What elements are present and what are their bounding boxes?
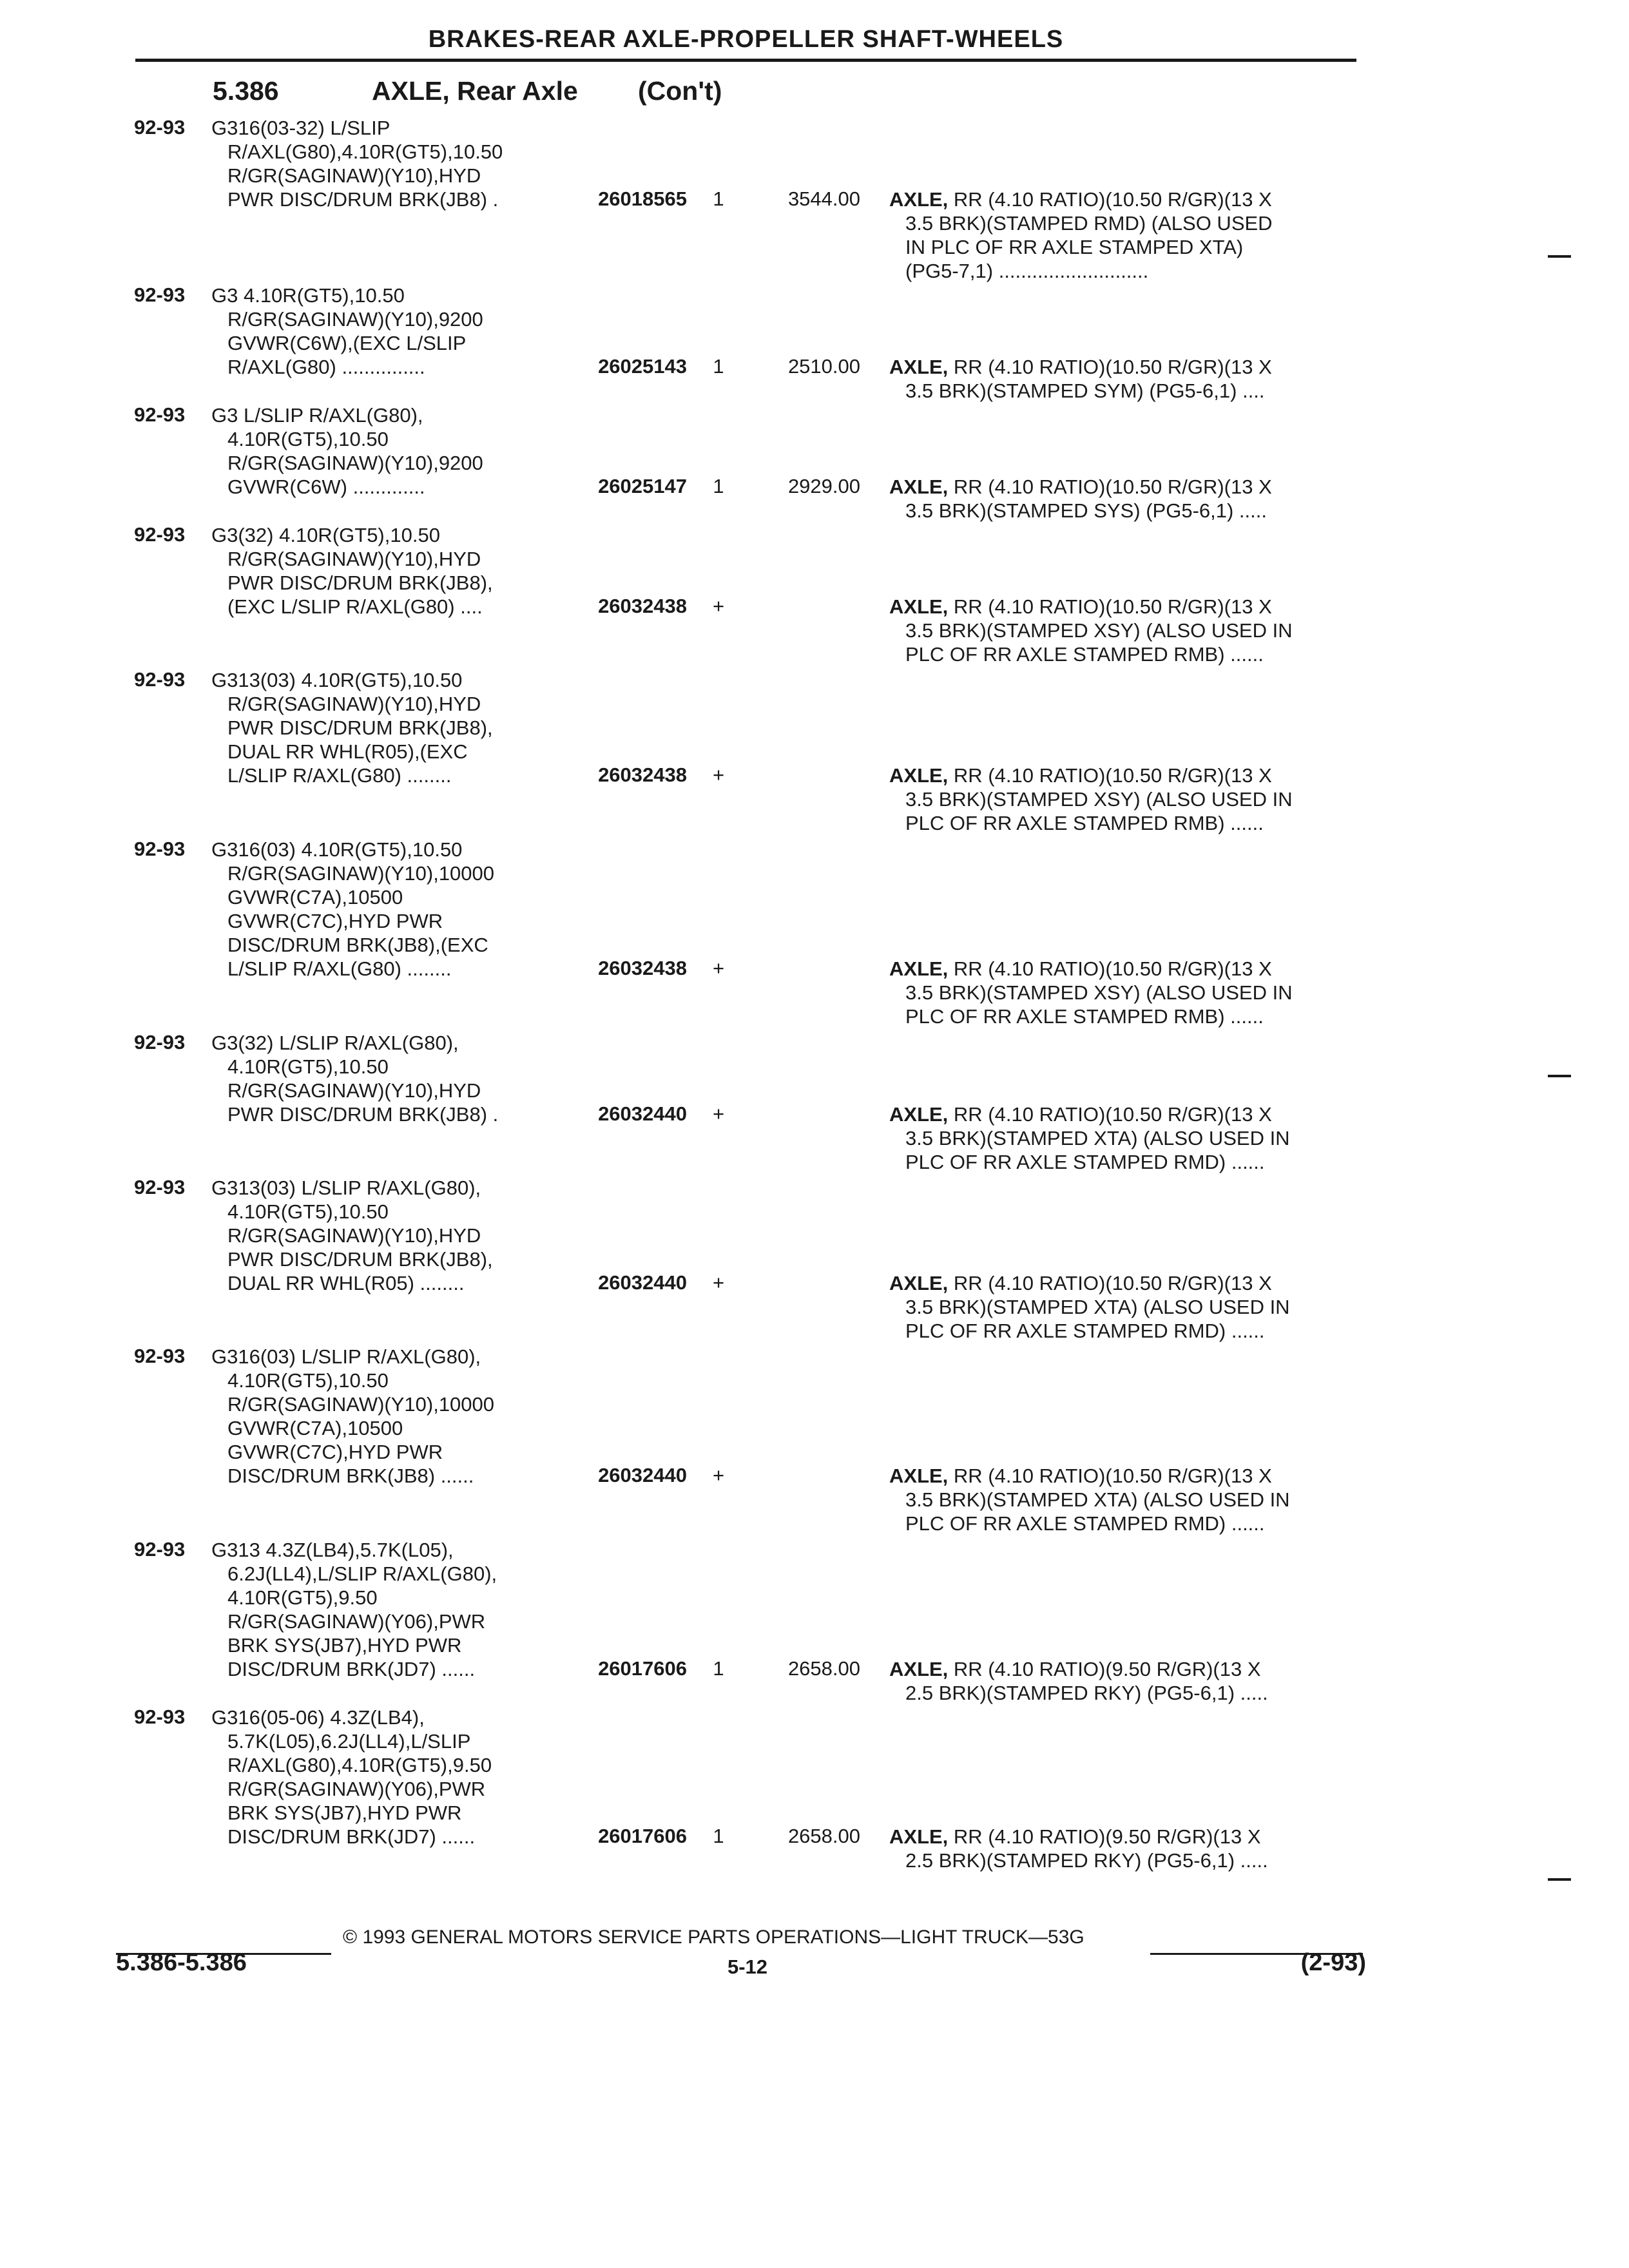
part-description-line: 3.5 BRK)(STAMPED RMD) (ALSO USED [905,212,1273,235]
description-line: R/GR(SAGINAW)(Y10),9200 [227,308,483,331]
part-name: AXLE, [889,1272,949,1294]
description-line: GVWR(C6W) ............. [227,476,425,498]
model-years: 92-93 [134,1706,186,1728]
part-name: AXLE, [889,764,949,787]
part-number: 26032438 [598,595,687,617]
part-description-line [889,1271,1360,1295]
part-description [889,764,1360,835]
part-spec: RR (4.10 RATIO)(10.50 R/GR)(13 X [953,1272,1272,1294]
price: 2658.00 [787,1657,860,1680]
footer-section-range: 5.386-5.386 [116,1949,247,1976]
part-spec: RR (4.10 RATIO)(10.50 R/GR)(13 X [953,1465,1272,1487]
part-number: 26032438 [598,957,687,979]
description-line: 4.10R(GT5),10.50 [227,1369,389,1392]
description-line: G316(05-06) 4.3Z(LB4), [211,1706,425,1729]
part-spec: RR (4.10 RATIO)(10.50 R/GR)(13 X [953,764,1272,787]
application-description [211,668,579,787]
title-rule [135,59,1356,62]
description-line: 6.2J(LL4),L/SLIP R/AXL(G80), [227,1562,497,1585]
part-description-line: 3.5 BRK)(STAMPED XSY) (ALSO USED IN [905,981,1293,1004]
part-spec: RR (4.10 RATIO)(10.50 R/GR)(13 X [953,957,1272,980]
part-description-line [889,1657,1360,1681]
part-name: AXLE, [889,1465,949,1487]
part-name: AXLE, [889,476,949,498]
model-years: 92-93 [134,838,186,860]
model-years: 92-93 [134,668,186,691]
description-line: 4.10R(GT5),10.50 [227,1055,389,1078]
part-description [889,1825,1360,1872]
part-name: AXLE, [889,957,949,980]
part-description [889,1464,1360,1535]
description-line: G3(32) L/SLIP R/AXL(G80), [211,1032,459,1054]
part-description-line [889,355,1360,379]
description-line: GVWR(C7C),HYD PWR [227,910,443,932]
footer-copyright: © 1993 GENERAL MOTORS SERVICE PARTS OPERATIONS—LIGHT TRUCK—53G [343,1927,1084,1948]
description-line: PWR DISC/DRUM BRK(JB8), [227,572,493,594]
part-description [889,475,1360,523]
description-line: 5.7K(L05),6.2J(LL4),L/SLIP [227,1730,471,1753]
description-line: PWR DISC/DRUM BRK(JB8) . [227,188,499,211]
part-description-line [889,475,1360,499]
description-line: PWR DISC/DRUM BRK(JB8) . [227,1103,499,1126]
description-line: L/SLIP R/AXL(G80) ........ [227,957,452,980]
part-description-line [889,957,1360,981]
description-line: DISC/DRUM BRK(JB8),(EXC [227,934,488,956]
application-description [211,1176,579,1295]
description-line: G3 4.10R(GT5),10.50 [211,284,405,307]
description-line: R/GR(SAGINAW)(Y10),HYD [227,1224,481,1247]
description-line: G316(03-32) L/SLIP [211,117,390,139]
description-line: R/AXL(G80),4.10R(GT5),10.50 [227,140,503,163]
description-line: G3 L/SLIP R/AXL(G80), [211,404,423,427]
application-description [211,1706,579,1849]
part-description-line: (PG5-7,1) ........................... [905,260,1149,282]
part-number: 26032440 [598,1464,687,1486]
part-number: 26032440 [598,1102,687,1125]
quantity: + [712,957,725,979]
description-line: R/GR(SAGINAW)(Y10),10000 [227,1393,495,1416]
section-number: 5.386 [213,76,279,106]
part-number: 26025147 [598,475,687,497]
quantity: 1 [713,187,724,210]
description-line: G313(03) L/SLIP R/AXL(G80), [211,1177,481,1199]
part-number: 26017606 [598,1657,687,1680]
description-line: DISC/DRUM BRK(JD7) ...... [227,1825,476,1848]
description-line: R/GR(SAGINAW)(Y10),HYD [227,164,481,187]
description-line: DISC/DRUM BRK(JD7) ...... [227,1658,476,1680]
footer-date: (2-93) [1300,1949,1366,1976]
part-description [889,957,1360,1028]
model-years: 92-93 [134,1031,186,1053]
quantity: + [712,1102,725,1125]
model-years: 92-93 [134,1176,186,1198]
part-name: AXLE, [889,1658,949,1680]
part-name: AXLE, [889,1103,949,1126]
part-description-line: 2.5 BRK)(STAMPED RKY) (PG5-6,1) ..... [905,1849,1268,1872]
part-description [889,187,1360,283]
part-description [889,355,1360,403]
description-line: R/GR(SAGINAW)(Y06),PWR [227,1778,486,1800]
application-description [211,523,579,619]
part-number: 26017606 [598,1825,687,1847]
quantity: 1 [713,1825,724,1847]
description-line: BRK SYS(JB7),HYD PWR [227,1634,462,1657]
price: 2510.00 [787,355,860,378]
part-description-line [889,187,1360,211]
part-name: AXLE, [889,188,949,211]
part-description-line: PLC OF RR AXLE STAMPED RMB) ...... [905,643,1264,666]
part-description-line [889,1464,1360,1488]
quantity: 1 [713,1657,724,1680]
part-description-line: 3.5 BRK)(STAMPED SYM) (PG5-6,1) .... [905,380,1265,402]
description-line: 4.10R(GT5),10.50 [227,428,389,450]
description-line: R/AXL(G80) ............... [227,356,425,378]
model-years: 92-93 [134,284,186,306]
part-spec: RR (4.10 RATIO)(10.50 R/GR)(13 X [953,595,1272,618]
part-description-line [889,1825,1360,1849]
section-continued: (Con't) [638,76,722,106]
part-number: 26018565 [598,187,687,210]
part-description [889,1657,1360,1705]
page-title: BRAKES-REAR AXLE-PROPELLER SHAFT-WHEELS [428,26,1064,53]
model-years: 92-93 [134,523,186,546]
description-line: G313 4.3Z(LB4),5.7K(L05), [211,1539,454,1561]
part-spec: RR (4.10 RATIO)(10.50 R/GR)(13 X [953,1103,1272,1126]
description-line: DISC/DRUM BRK(JB8) ...... [227,1465,474,1487]
quantity: 1 [713,475,724,497]
description-line: R/GR(SAGINAW)(Y06),PWR [227,1610,486,1633]
part-description-line [889,764,1360,787]
part-description-line: PLC OF RR AXLE STAMPED RMD) ...... [905,1151,1265,1173]
part-spec: RR (4.10 RATIO)(9.50 R/GR)(13 X [953,1825,1261,1848]
description-line: G3(32) 4.10R(GT5),10.50 [211,524,440,546]
model-years: 92-93 [134,1538,186,1561]
quantity: 1 [713,355,724,378]
part-number: 26025143 [598,355,687,378]
application-description [211,838,579,981]
description-line: R/GR(SAGINAW)(Y10),9200 [227,452,483,474]
part-spec: RR (4.10 RATIO)(10.50 R/GR)(13 X [953,476,1272,498]
part-number: 26032440 [598,1271,687,1294]
application-description [211,403,579,499]
part-description-line: 3.5 BRK)(STAMPED XSY) (ALSO USED IN [905,788,1293,811]
part-description-line: 3.5 BRK)(STAMPED XSY) (ALSO USED IN [905,619,1293,642]
part-description-line: PLC OF RR AXLE STAMPED RMD) ...... [905,1320,1265,1342]
part-description-line: 3.5 BRK)(STAMPED XTA) (ALSO USED IN [905,1296,1290,1318]
model-years: 92-93 [134,116,186,139]
description-line: PWR DISC/DRUM BRK(JB8), [227,1248,493,1271]
description-line: G316(03) 4.10R(GT5),10.50 [211,838,463,861]
application-description [211,1345,579,1488]
part-description [889,1271,1360,1343]
model-years: 92-93 [134,403,186,426]
part-description [889,1102,1360,1174]
description-line: R/GR(SAGINAW)(Y10),HYD [227,1079,481,1102]
description-line: 4.10R(GT5),10.50 [227,1200,389,1223]
description-line: R/GR(SAGINAW)(Y10),10000 [227,862,495,885]
part-description-line: PLC OF RR AXLE STAMPED RMD) ...... [905,1512,1265,1535]
part-description-line: PLC OF RR AXLE STAMPED RMB) ...... [905,812,1264,834]
description-line: DUAL RR WHL(R05) ........ [227,1272,465,1294]
description-line: GVWR(C7A),10500 [227,886,403,908]
quantity: + [712,764,725,786]
part-name: AXLE, [889,1825,949,1848]
description-line: BRK SYS(JB7),HYD PWR [227,1802,462,1824]
description-line: R/GR(SAGINAW)(Y10),HYD [227,693,481,715]
quantity: + [712,1271,725,1294]
description-line: R/AXL(G80),4.10R(GT5),9.50 [227,1754,492,1776]
part-description-line [889,1102,1360,1126]
price: 3544.00 [787,187,860,210]
section-title: AXLE, Rear Axle [372,76,578,106]
price: 2658.00 [787,1825,860,1847]
description-line: DUAL RR WHL(R05),(EXC [227,740,468,763]
margin-tick [1548,255,1571,258]
margin-tick [1548,1878,1571,1881]
quantity: + [712,595,725,617]
part-number: 26032438 [598,764,687,786]
description-line: G313(03) 4.10R(GT5),10.50 [211,669,463,691]
part-spec: RR (4.10 RATIO)(10.50 R/GR)(13 X [953,188,1272,211]
description-line: PWR DISC/DRUM BRK(JB8), [227,716,493,739]
part-name: AXLE, [889,595,949,618]
part-description-line: 3.5 BRK)(STAMPED SYS) (PG5-6,1) ..... [905,499,1267,522]
part-description-line: 3.5 BRK)(STAMPED XTA) (ALSO USED IN [905,1127,1290,1149]
description-line: G316(03) L/SLIP R/AXL(G80), [211,1345,481,1368]
description-line: GVWR(C6W),(EXC L/SLIP [227,332,467,354]
part-description [889,595,1360,666]
application-description [211,116,579,211]
footer-page-number: 5-12 [727,1956,768,1978]
price: 2929.00 [787,475,860,497]
application-description [211,1031,579,1126]
description-line: 4.10R(GT5),9.50 [227,1586,378,1609]
application-description [211,1538,579,1681]
part-description-line [889,595,1360,619]
description-line: L/SLIP R/AXL(G80) ........ [227,764,452,787]
part-description-line: 3.5 BRK)(STAMPED XTA) (ALSO USED IN [905,1488,1290,1511]
model-years: 92-93 [134,1345,186,1367]
description-line: GVWR(C7C),HYD PWR [227,1441,443,1463]
part-spec: RR (4.10 RATIO)(9.50 R/GR)(13 X [953,1658,1261,1680]
description-line: R/GR(SAGINAW)(Y10),HYD [227,548,481,570]
part-description-line: PLC OF RR AXLE STAMPED RMB) ...... [905,1005,1264,1028]
part-name: AXLE, [889,356,949,378]
part-description-line: 2.5 BRK)(STAMPED RKY) (PG5-6,1) ..... [905,1682,1268,1704]
part-description-line: IN PLC OF RR AXLE STAMPED XTA) [905,236,1244,258]
quantity: + [712,1464,725,1486]
margin-tick [1548,1075,1571,1077]
application-description [211,284,579,379]
description-line: GVWR(C7A),10500 [227,1417,403,1439]
part-spec: RR (4.10 RATIO)(10.50 R/GR)(13 X [953,356,1272,378]
description-line: (EXC L/SLIP R/AXL(G80) .... [227,595,483,618]
